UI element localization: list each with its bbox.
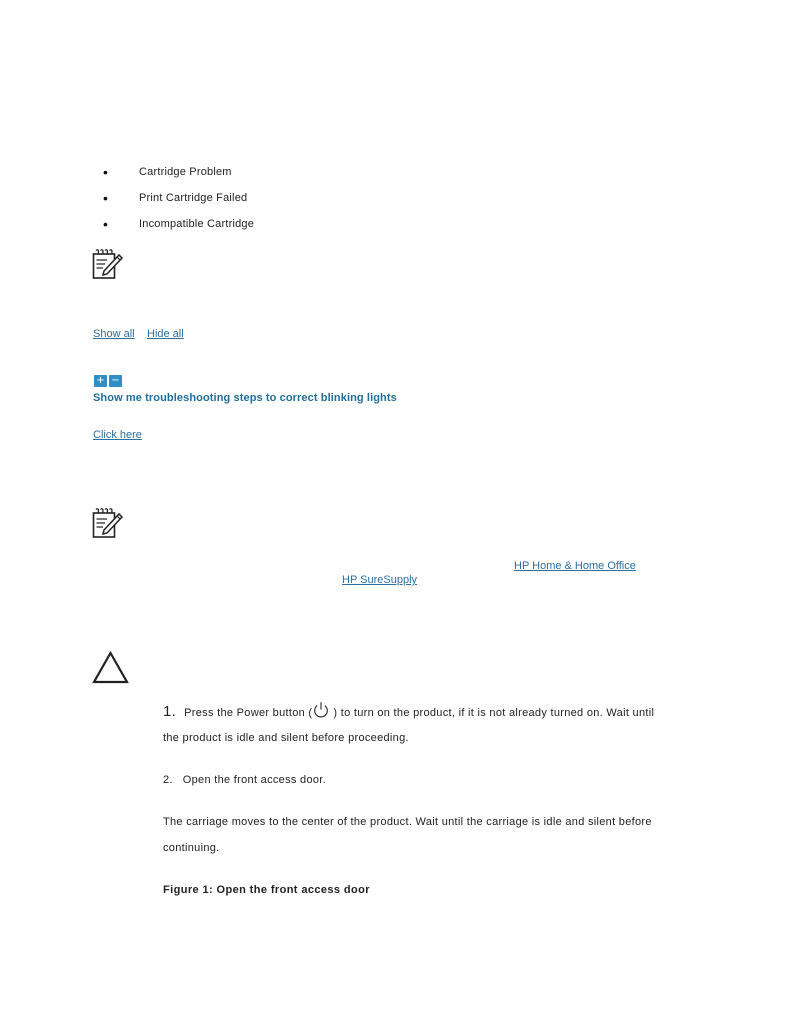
show-all-link[interactable]: Show all [93,328,135,340]
power-icon [312,701,330,719]
step-2 [163,774,326,786]
list-item-text: Cartridge Problem [139,166,232,178]
list-item-text: Incompatible Cartridge [139,218,255,230]
step-1 [163,701,654,720]
step-number: 1. [163,703,177,720]
expand-button[interactable]: + [94,375,107,387]
step-text: ) to turn on the product, if it is not already turned on. Wait until [333,707,655,719]
hp-home-office-link[interactable]: HP Home & Home Office [514,560,636,572]
step-text: Press the Power button ( [184,707,313,719]
step-2-detail: The carriage moves to the center of the product. Wait until the carriage is idle and silent before [163,816,652,828]
step-2-detail-continued: continuing. [163,842,220,854]
hp-suresupply-link[interactable]: HP SureSupply [342,574,418,586]
caution-triangle-icon [92,651,129,684]
step-number: 2. [163,774,173,786]
section-heading[interactable]: Show me troubleshooting steps to correct blinking lights [93,392,397,404]
bullet-icon: • [103,164,108,180]
step-text: Open the front access door. [182,774,327,786]
figure-caption: Figure 1: Open the front access door [163,884,370,896]
click-here-link[interactable]: Click here [93,429,142,441]
hide-all-link[interactable]: Hide all [147,328,184,340]
list-item-text: Print Cartridge Failed [139,192,248,204]
bullet-icon: • [103,190,108,206]
note-icon [92,248,124,280]
collapse-button[interactable]: − [109,375,122,387]
step-1-continued: the product is idle and silent before proceeding. [163,732,409,744]
note-icon [92,507,124,539]
bullet-icon: • [103,216,108,232]
